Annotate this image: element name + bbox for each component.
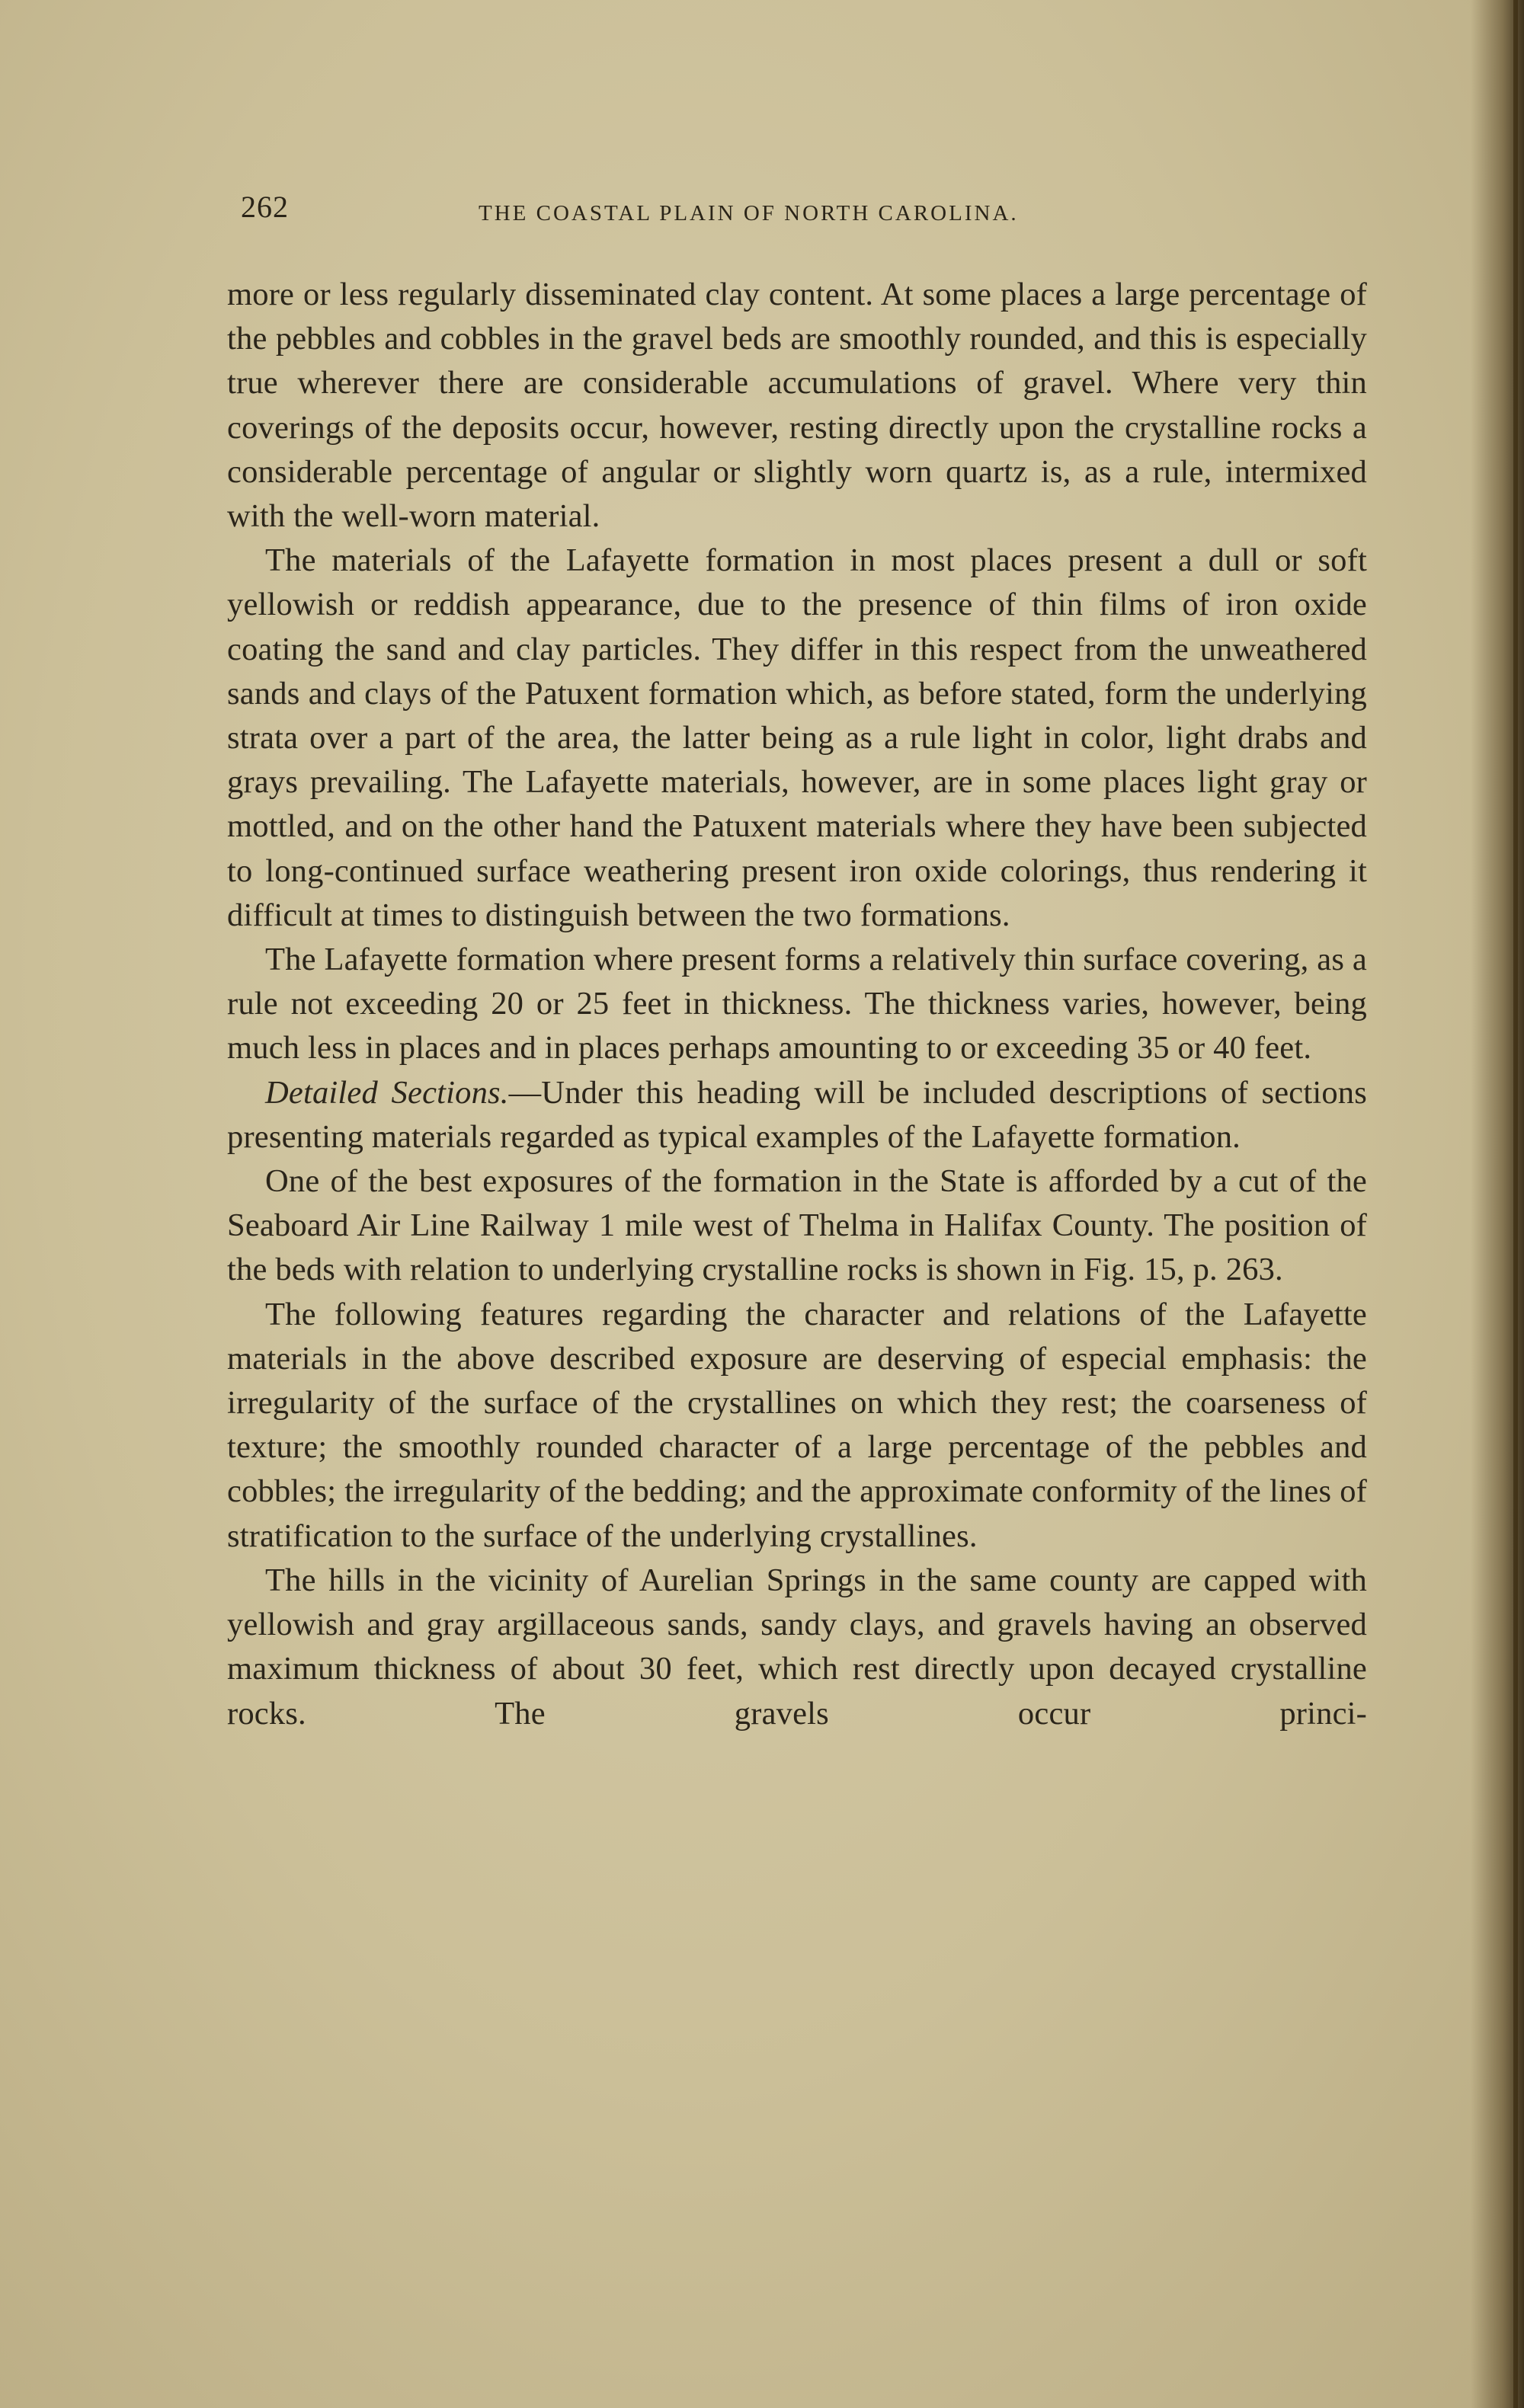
paragraph: One of the best exposures of the formation in the State is afforded by a cut of the Seaboard Air Line Railway 1 mile west of Thelma in Halifax County. The position of the beds with relation to underlying crystalline rocks is shown in Fig. 15, p. 263. [227,1163,1367,1288]
paragraph: The hills in the vicinity of Aurelian Springs in the same county are capped with yellowish and gray argillaceous sands, sandy clays, and gravels having an observed maximum thickness of about 30 feet, which rest directly upon decayed crystalline rocks. The gravels occur princi- [227,1562,1367,1732]
paragraph-detailed-sections [227,1071,1367,1159]
body-text [227,273,1367,1736]
paragraph: The materials of the Lafayette formation in most places present a dull or soft yellowish or reddish appearance, due to the presence of thin films of iron oxide coating the sand and clay particles. They differ in this respect from the unweathered sands and clays of the Patuxent formation which, as before stated, form the underlying strata over a part of the area, the latter being as a rule light in color, light drabs and grays prevailing. The Lafayette materials, however, are in some places light gray or mottled, and on the other hand the Patuxent materials where they have been subjected to long-continued surface weathering present iron oxide colorings, thus rendering it difficult at times to distinguish between the two formations. [227,542,1367,933]
running-title: THE COASTAL PLAIN OF NORTH CAROLINA. [479,201,1019,225]
binding-edge [1513,0,1518,2408]
running-head [241,189,1369,235]
paragraph-text: —Under this heading will be included descriptions of sections presenting materials regarded as typical examples of the Lafayette formation. [227,1074,1367,1155]
paragraph: The following features regarding the character and relations of the Lafayette materials in the above described exposure are deserving of especial emphasis: the irregularity of the surface of the crystallines on which they rest; the coarseness of texture; the smoothly rounded character of a large percentage of the pebbles and cobbles; the irregularity of the bedding; and the approximate conformity of the lines of stratification to the surface of the underlying crystallines. [227,1296,1367,1554]
run-in-heading: Detailed Sections. [265,1074,509,1111]
page-number: 262 [241,190,289,224]
paragraph: more or less regularly disseminated clay content. At some places a large percentage of the pebbles and cobbles in the gravel beds are smoothly rounded, and this is especially true wherever there are considerable accumulations of gravel. Where very thin coverings of the deposits occur, however, resting directly upon the crystalline rocks a considerable percentage of angular or slightly worn quartz is, as a rule, intermixed with the well-worn material. [227,277,1367,535]
paragraph: The Lafayette formation where present forms a relatively thin surface covering, as a rule not exceeding 20 or 25 feet in thickness. The thickness varies, however, being much less in places and in places perhaps amounting to or exceeding 35 or 40 feet. [227,942,1367,1066]
